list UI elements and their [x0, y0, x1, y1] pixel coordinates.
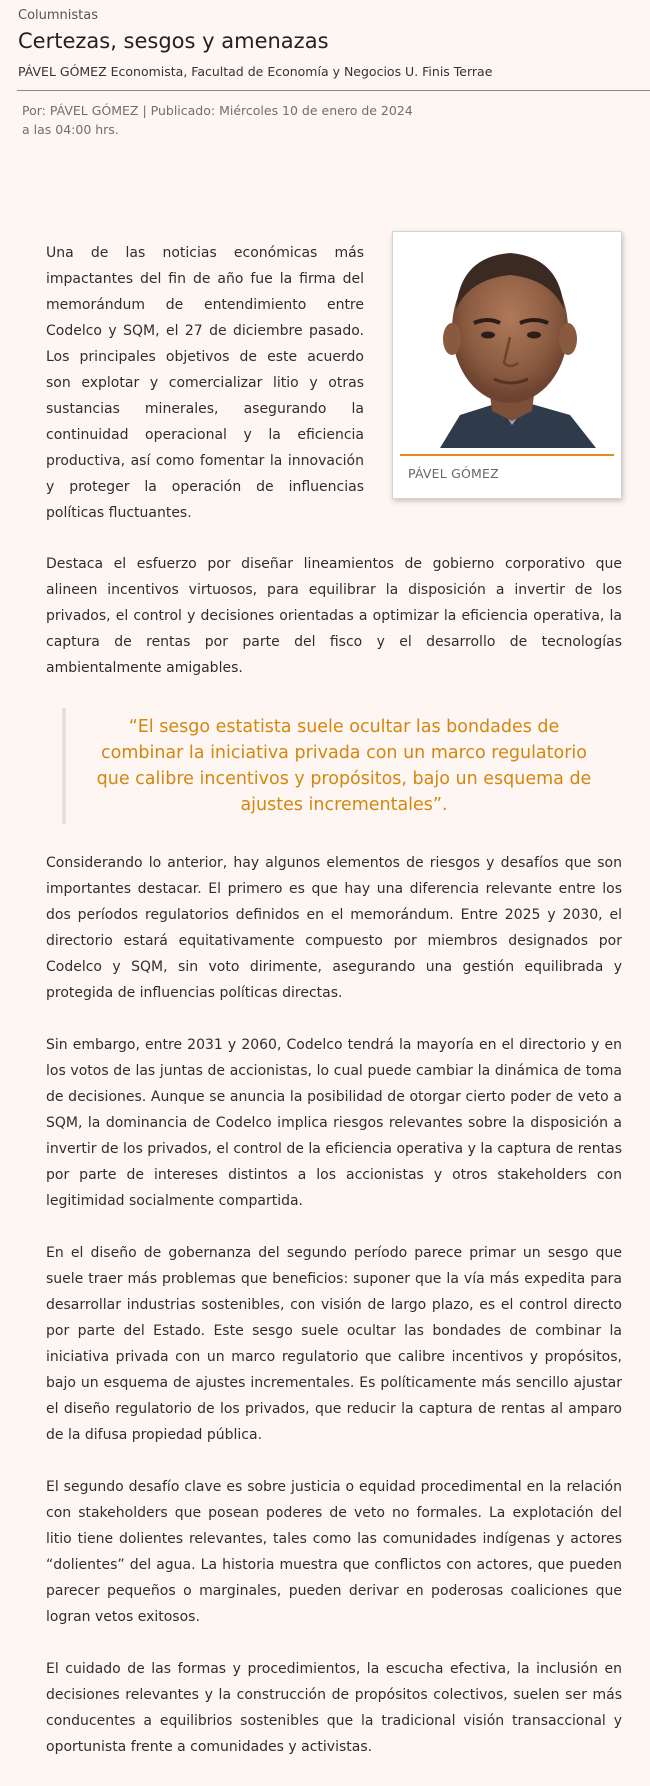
article-header: [0, 0, 650, 80]
byline-meta: Por: PÁVEL GÓMEZ | Publicado: Miércoles 10 de enero de 2024 a las 04:00 hrs.: [22, 103, 413, 137]
section-label[interactable]: Columnistas: [18, 8, 99, 23]
paragraph-5: En el diseño de gobernanza del segundo período parece primar un sesgo que suele traer más problemas que beneficios: suponer que la vía más expedita para desarrollar industrias sostenibles, con visión de largo plazo, es el control directo por parte del Estado. Este sesgo suele ocultar las bondades de combinar la iniciativa privada con un marco regulatorio que calibre incentivos y propósitos, bajo un esquema de ajustes incrementales. Es políticamente más sencillo ajustar el diseño regulatorio de los privados, que reducir la captura de rentas al amparo de la difusa propiedad pública.: [46, 1245, 622, 1443]
paragraph-3: Considerando lo anterior, hay algunos elementos de riesgos y desafíos que son importantes destacar. El primero es que hay una diferencia relevante entre los dos períodos regulatorios definidos en el memorándum. Entre 2025 y 2030, el directorio estará equitativamente compuesto por miembros designados por Codelco y SQM, sin voto dirimente, asegurando una gestión equilibrada y protegida de influencias políticas directas.: [46, 855, 622, 1001]
author-photo-card: [392, 231, 622, 499]
header-divider: [17, 90, 650, 91]
paragraph-1: Una de las noticias económicas más impactantes del fin de año fue la firma del memorándum de entendimiento entre Codelco y SQM, el 27 de diciembre pasado. Los principales objetivos de este acuerdo son explotar y comercializar litio y otras sustancias minerales, asegurando la continuidad operacional y la eficiencia productiva, así como fomentar la innovación y proteger la operación de influencias políticas fluctuantes.: [46, 245, 364, 521]
photo-caption: PÁVEL GÓMEZ: [408, 466, 499, 481]
article-body: [46, 240, 622, 1786]
photo-accent-line: [400, 454, 614, 456]
paragraph-7: El cuidado de las formas y procedimientos, la escucha efectiva, la inclusión en decisiones relevantes y la construcción de propósitos colectivos, suelen ser más conducentes a equilibrios sostenibles que la tradicional visión transaccional y oportunista frente a comunidades y activistas.: [46, 1661, 622, 1755]
paragraph-2: Destaca el esfuerzo por diseñar lineamientos de gobierno corporativo que alineen incentivos virtuosos, para equilibrar la disposición a invertir de los privados, el control y decisiones orientadas a optimizar la eficiencia operativa, la captura de rentas por parte del fisco y el desarrollo de tecnologías ambientalmente amigables.: [46, 556, 622, 676]
paragraph-6: El segundo desafío clave es sobre justicia o equidad procedimental en la relación con stakeholders que posean poderes de veto no formales. La explotación del litio tiene dolientes relevantes, tales como las comunidades indígenas y actores “dolientes” del agua. La historia muestra que conflictos con actores, que pueden parecer pequeños o marginales, pueden derivar en poderosas coaliciones que logran vetos exitosos.: [46, 1479, 622, 1625]
author-portrait-image: [400, 239, 614, 448]
pull-quote: “El sesgo estatista suele ocultar las bondades de combinar la iniciativa privada con un marco regulatorio que calibre incentivos y propósitos, bajo un esquema de ajustes incrementales”.: [62, 708, 622, 824]
paragraph-4: Sin embargo, entre 2031 y 2060, Codelco tendrá la mayoría en el directorio y en los votos de las juntas de accionistas, lo cual puede cambiar la dinámica de toma de decisiones. Aunque se anuncia la posibilidad de otorgar cierto poder de veto a SQM, la dominancia de Codelco implica riesgos relevantes sobre la disposición a invertir de los privados, el control de la eficiencia operativa y la captura de rentas por parte de intereses distintos a los accionistas y otros stakeholders con legitimidad socialmente compartida.: [46, 1037, 622, 1209]
author-photo: [400, 239, 614, 448]
article-title: Certezas, sesgos y amenazas: [18, 29, 329, 53]
author-line: PÁVEL GÓMEZ Economista, Facultad de Economía y Negocios U. Finis Terrae: [18, 64, 493, 79]
